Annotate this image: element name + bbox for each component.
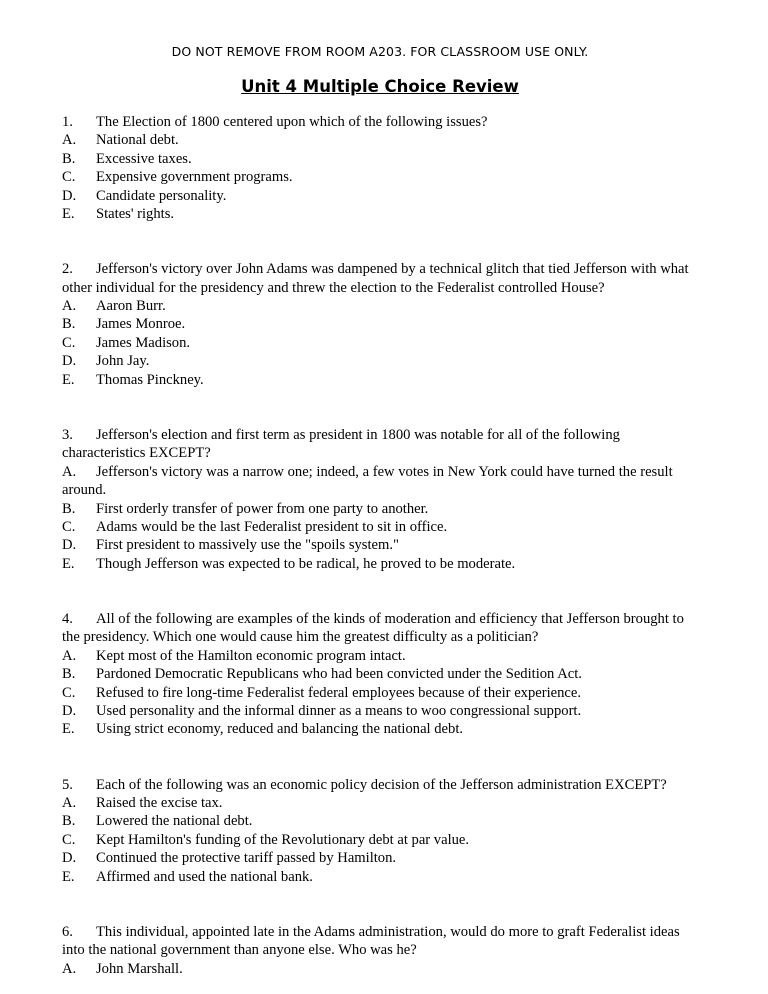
- question-text: All of the following are examples of the kinds of moderation and efficiency that Jefferson brought to the presidency. Which one would cause him the greatest difficulty as a politician?: [62, 610, 684, 646]
- choice-text: John Jay.: [96, 353, 150, 370]
- choice-letter: E.: [62, 721, 75, 738]
- answer-choice: [62, 536, 698, 554]
- question-list: [62, 113, 698, 978]
- choice-text: Affirmed and used the national bank.: [96, 868, 313, 885]
- question-text: Jefferson's election and first term as president in 1800 was notable for all of the following characteristics EXCEPT?: [62, 426, 620, 462]
- choice-letter: D.: [62, 187, 77, 204]
- answer-choice: [62, 297, 698, 315]
- choice-text: Candidate personality.: [96, 187, 227, 204]
- choice-text: Jefferson's victory was a narrow one; indeed, a few votes in New York could have turned the result around.: [62, 463, 673, 499]
- choice-letter: D.: [62, 702, 77, 719]
- choice-text: First president to massively use the "spoils system.": [96, 537, 399, 554]
- answer-choice: [62, 665, 698, 683]
- answer-choice: [62, 150, 698, 168]
- choice-text: Kept most of the Hamilton economic program intact.: [96, 647, 406, 664]
- choice-letter: E.: [62, 206, 75, 223]
- question-number: 2.: [62, 261, 73, 278]
- choice-text: First orderly transfer of power from one party to another.: [96, 500, 429, 517]
- question-text: This individual, appointed late in the Adams administration, would do more to graft Federalist ideas into the national government than anyone else. Who was he?: [62, 923, 680, 959]
- answer-choice: [62, 131, 698, 149]
- question-5: [62, 776, 698, 886]
- question-number: 5.: [62, 776, 73, 793]
- choice-text: Though Jefferson was expected to be radical, he proved to be moderate.: [96, 555, 516, 572]
- question-stem: [62, 426, 698, 463]
- choice-text: Refused to fire long-time Federalist federal employees because of their experience.: [96, 684, 582, 701]
- choice-text: States' rights.: [96, 206, 175, 223]
- choice-text: Thomas Pinckney.: [96, 371, 204, 388]
- choice-text: John Marshall.: [96, 960, 183, 977]
- choice-text: National debt.: [96, 132, 179, 149]
- choice-text: Expensive government programs.: [96, 169, 293, 186]
- answer-choice: [62, 352, 698, 370]
- choice-text: Adams would be the last Federalist president to sit in office.: [96, 518, 448, 535]
- answer-choice: [62, 849, 698, 867]
- choice-text: Aaron Burr.: [96, 298, 166, 315]
- answer-choice: [62, 168, 698, 186]
- answer-choice: [62, 334, 698, 352]
- page-title: Unit 4 Multiple Choice Review: [241, 77, 519, 96]
- choice-text: Kept Hamilton's funding of the Revolutionary debt at par value.: [96, 831, 470, 848]
- choice-letter: C.: [62, 169, 76, 186]
- choice-letter: A.: [62, 132, 77, 149]
- choice-text: Used personality and the informal dinner as a means to woo congressional support.: [96, 702, 582, 719]
- choice-text: James Monroe.: [96, 316, 186, 333]
- answer-choice: [62, 518, 698, 536]
- choice-text: Raised the excise tax.: [96, 794, 223, 811]
- choice-letter: D.: [62, 537, 77, 554]
- answer-choice: [62, 684, 698, 702]
- choice-text: Lowered the national debt.: [96, 813, 253, 830]
- choice-letter: D.: [62, 353, 77, 370]
- choice-letter: C.: [62, 518, 76, 535]
- choice-letter: A.: [62, 298, 77, 315]
- question-text: Each of the following was an economic policy decision of the Jefferson administration EXCEPT?: [96, 776, 667, 793]
- answer-choice: [62, 500, 698, 518]
- question-number: 6.: [62, 923, 73, 940]
- choice-letter: B.: [62, 666, 76, 683]
- question-stem: [62, 260, 698, 297]
- choice-letter: D.: [62, 850, 77, 867]
- question-4: [62, 610, 698, 739]
- answer-choice: [62, 555, 698, 573]
- choice-letter: B.: [62, 813, 76, 830]
- choice-letter: B.: [62, 150, 76, 167]
- question-number: 3.: [62, 426, 73, 443]
- question-stem: [62, 113, 698, 131]
- answer-choice: [62, 205, 698, 223]
- question-6: [62, 923, 698, 978]
- choice-text: James Madison.: [96, 334, 191, 351]
- answer-choice: [62, 831, 698, 849]
- question-stem: [62, 923, 698, 960]
- choice-letter: B.: [62, 500, 76, 517]
- choice-text: Pardoned Democratic Republicans who had been convicted under the Sedition Act.: [96, 666, 582, 683]
- choice-letter: E.: [62, 371, 75, 388]
- answer-choice: [62, 960, 698, 978]
- answer-choice: [62, 812, 698, 830]
- classroom-use-notice: DO NOT REMOVE FROM ROOM A203. FOR CLASSROOM USE ONLY.: [171, 44, 589, 59]
- choice-text: Using strict economy, reduced and balancing the national debt.: [96, 721, 464, 738]
- question-stem: [62, 610, 698, 647]
- choice-letter: C.: [62, 831, 76, 848]
- question-number: 1.: [62, 114, 73, 130]
- choice-letter: B.: [62, 316, 76, 333]
- question-text: Jefferson's victory over John Adams was dampened by a technical glitch that tied Jefferson with what other individual for the presidency and threw the election to the Federalist controlled House?: [62, 261, 689, 296]
- choice-letter: A.: [62, 647, 77, 664]
- answer-choice: [62, 702, 698, 720]
- choice-letter: E.: [62, 868, 75, 885]
- question-2: [62, 260, 698, 389]
- choice-letter: A.: [62, 960, 77, 977]
- choice-letter: C.: [62, 684, 76, 701]
- answer-choice: [62, 647, 698, 665]
- answer-choice: [62, 720, 698, 738]
- answer-choice: [62, 315, 698, 333]
- question-text: The Election of 1800 centered upon which of the following issues?: [96, 114, 488, 130]
- question-stem: [62, 776, 698, 794]
- answer-choice: [62, 463, 698, 500]
- answer-choice: [62, 794, 698, 812]
- choice-letter: E.: [62, 555, 75, 572]
- choice-text: Continued the protective tariff passed by Hamilton.: [96, 850, 397, 867]
- question-number: 4.: [62, 610, 73, 627]
- answer-choice: [62, 868, 698, 886]
- choice-letter: C.: [62, 334, 76, 351]
- choice-letter: A.: [62, 463, 77, 480]
- answer-choice: [62, 371, 698, 389]
- question-3: [62, 426, 698, 573]
- choice-letter: A.: [62, 794, 77, 811]
- choice-text: Excessive taxes.: [96, 150, 192, 167]
- answer-choice: [62, 187, 698, 205]
- question-1: [62, 113, 698, 223]
